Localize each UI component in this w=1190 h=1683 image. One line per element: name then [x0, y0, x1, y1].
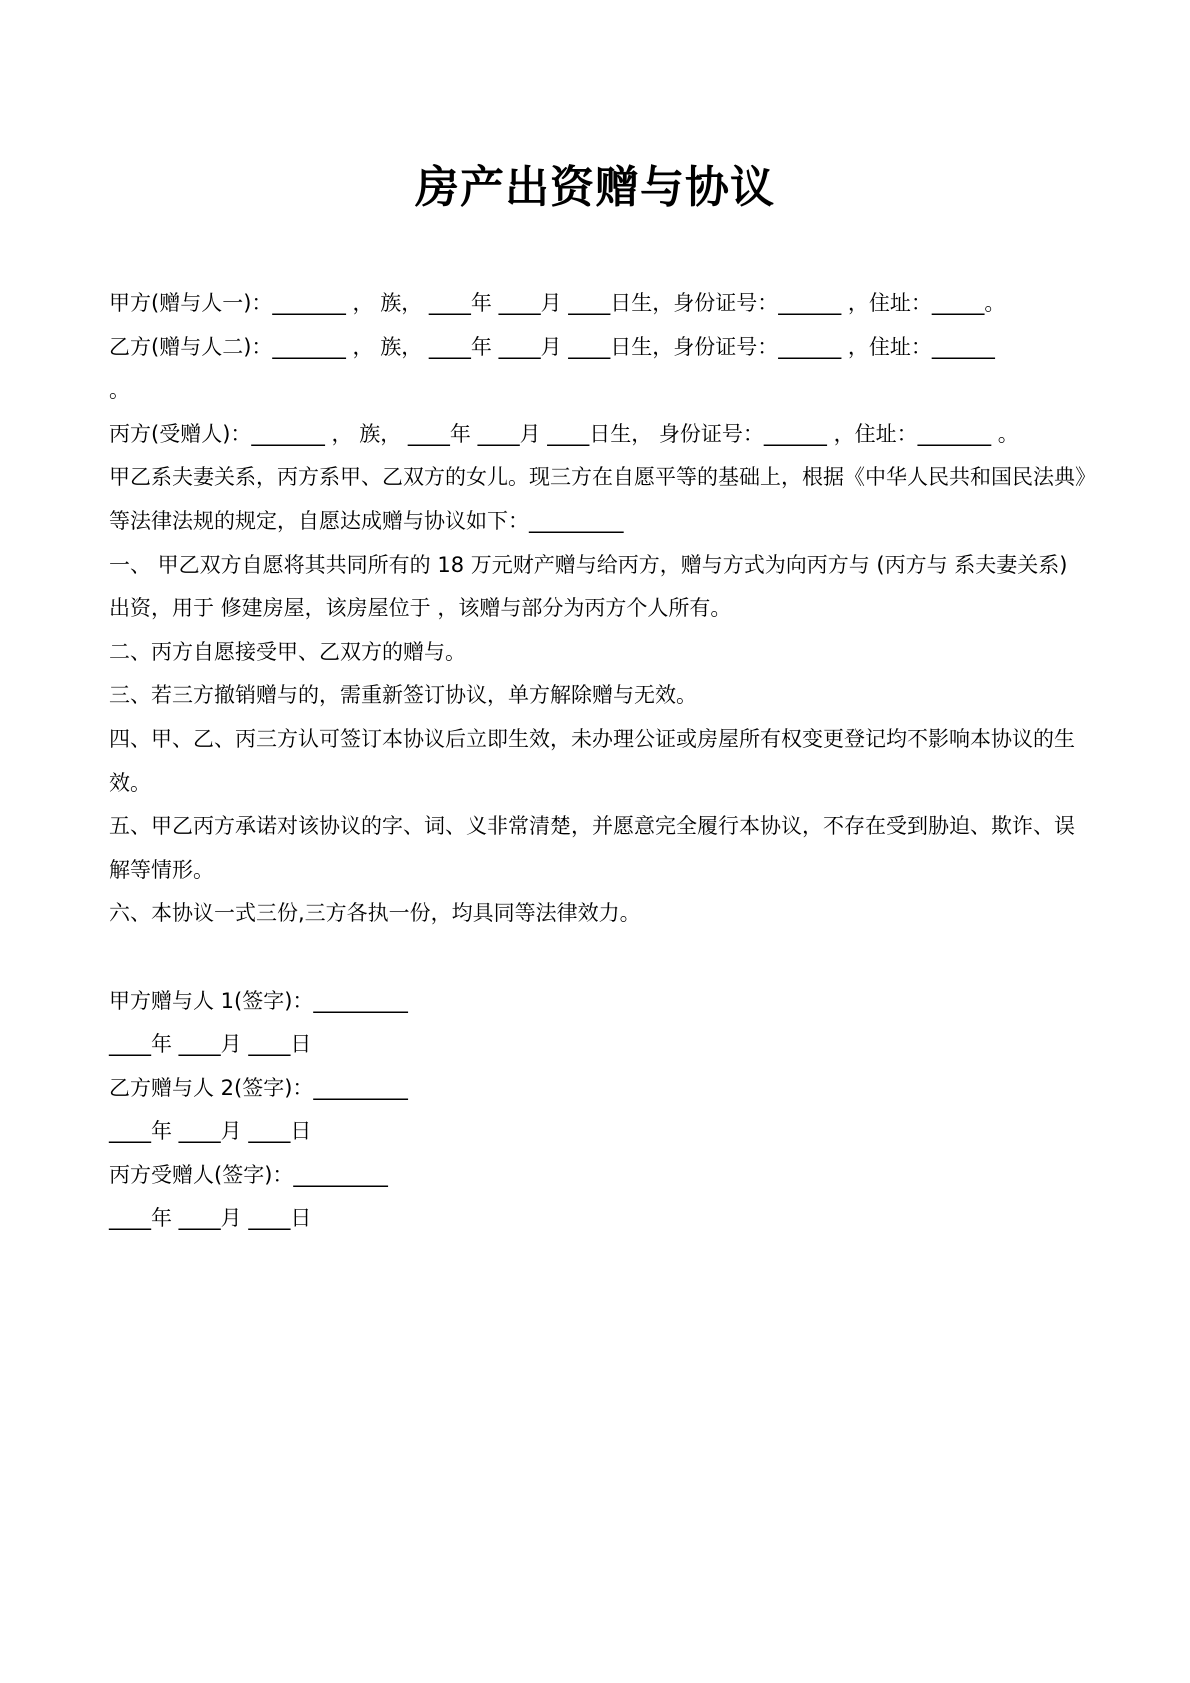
party-b-signature: 乙方赠与人 2(签字)：_________ [109, 1075, 408, 1100]
party-b-info-line2: 。 [109, 378, 130, 403]
party-c-info: 丙方(受赠人)：_______ ， 族， ____年 ____月 ____日生， 身份证号：______ ，住址：_______ 。 [109, 421, 1019, 446]
clause-2: 二、丙方自愿接受甲、乙双方的赠与。 [109, 639, 466, 664]
clause-6: 六、本协议一式三份,三方各执一份，均具同等法律效力。 [109, 901, 641, 926]
party-a-sign-date: ____年 ____月 ____日 [109, 1032, 312, 1057]
party-b-info-line1: 乙方(赠与人二)：_______ ， 族， ____年 ____月 ____日生，身份证号：______ ，住址：______ [109, 334, 995, 359]
document-body [109, 282, 1087, 1241]
party-c-signature: 丙方受赠人(签字)：_________ [109, 1162, 388, 1187]
clause-1: 一、 甲乙双方自愿将其共同所有的 18 万元财产赠与给丙方，赠与方式为向丙方与 (丙方与 系夫妻关系)出资，用于 修建房屋，该房屋位于 ，该赠与部分为丙方个人所有。 [109, 552, 1068, 621]
party-a-signature: 甲方赠与人 1(签字)：_________ [109, 988, 408, 1013]
preamble-paragraph: 甲乙系夫妻关系，丙方系甲、乙双方的女儿。现三方在自愿平等的基础上，根据《中华人民共和国民法典》等法律法规的规定，自愿达成赠与协议如下：_________ [109, 465, 1086, 533]
party-c-sign-date: ____年 ____月 ____日 [109, 1206, 312, 1231]
document-title: 房产出资赠与协议 [415, 162, 775, 213]
clause-3: 三、若三方撤销赠与的，需重新签订协议，单方解除赠与无效。 [109, 683, 697, 708]
party-b-sign-date: ____年 ____月 ____日 [109, 1119, 312, 1144]
clause-5: 五、甲乙丙方承诺对该协议的字、词、义非常清楚，并愿意完全履行本协议，不存在受到胁迫、欺诈、误解等情形。 [109, 814, 1075, 882]
party-a-info: 甲方(赠与人一)：_______ ， 族， ____年 ____月 ____日生，身份证号：______ ，住址：_____。 [109, 291, 1006, 315]
blank-line [109, 936, 1087, 980]
clause-4: 四、甲、乙、丙三方认可签订本协议后立即生效，未办理公证或房屋所有权变更登记均不影响本协议的生效。 [109, 726, 1075, 795]
